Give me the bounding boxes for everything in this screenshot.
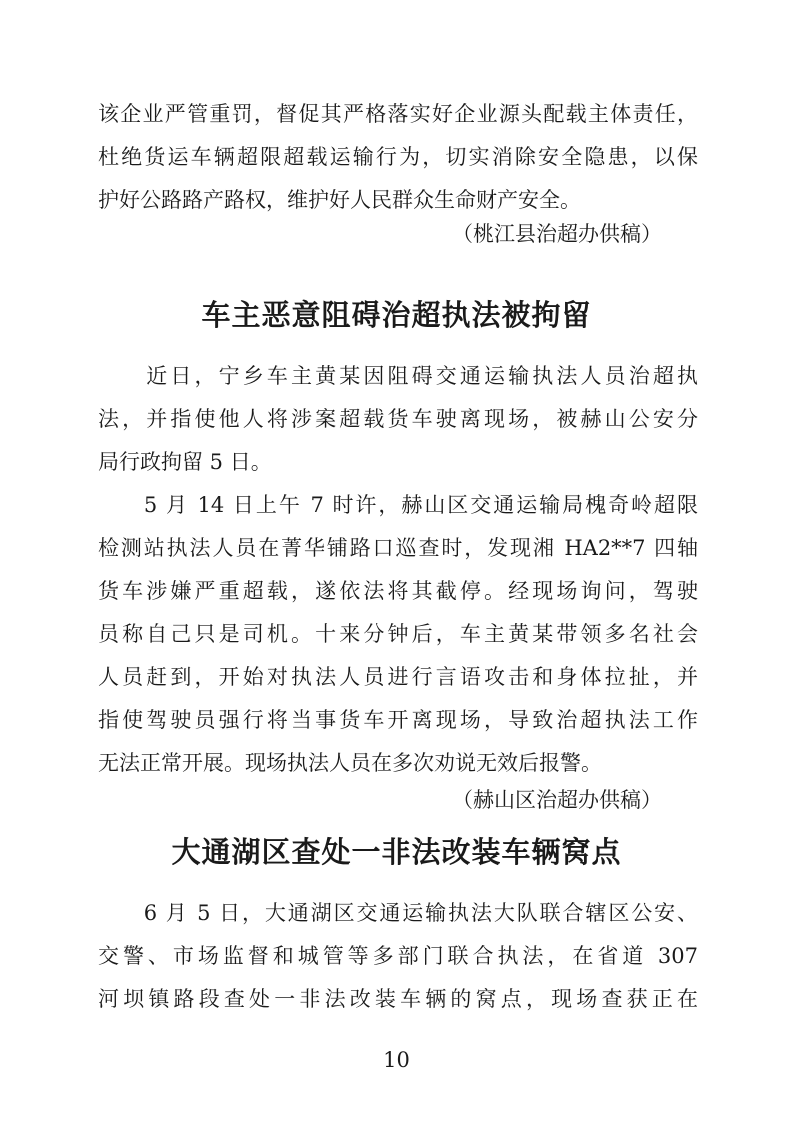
article2-title: 车主恶意阻碍治超执法被拘留 xyxy=(201,298,592,332)
article2-line-7: 员称自己只是司机。十来分钟后，车主黄某带领多名社会 xyxy=(98,622,698,646)
article1-line-2: 杜绝货运车辆超限超载运输行为，切实消除安全隐患，以保 xyxy=(98,145,698,169)
page-number: 10 xyxy=(383,1048,410,1072)
article2-line-6: 货车涉嫌严重超载，遂依法将其截停。经现场询问，驾驶 xyxy=(98,579,698,603)
article1-line-3: 护好公路路产路权，维护好人民群众生命财产安全。 xyxy=(98,188,581,212)
article3-line-3: 河坝镇路段查处一非法改装车辆的窝点，现场查获正在 xyxy=(98,987,698,1011)
article3-title: 大通湖区查处一非法改装车辆窝点 xyxy=(171,835,622,869)
article2-line-10: 无法正常开展。现场执法人员在多次劝说无效后报警。 xyxy=(98,751,602,775)
article1-credit: （桃江县治超办供稿） xyxy=(452,222,662,246)
article2-credit: （赫山区治超办供稿） xyxy=(452,788,662,812)
article2-line-9: 指使驾驶员强行将当事货车开离现场，导致治超执法工作 xyxy=(98,708,698,732)
article2-line-8: 人员赶到，开始对执法人员进行言语攻击和身体拉扯，并 xyxy=(98,665,698,689)
article2-line-4: 5 月 14 日上午 7 时许，赫山区交通运输局槐奇岭超限 xyxy=(98,493,698,517)
article2-line-5: 检测站执法人员在菁华铺路口巡查时，发现湘 HA2**7 四轴 xyxy=(98,536,698,560)
article3-line-2: 交警、市场监督和城管等多部门联合执法，在省道 307 xyxy=(98,944,698,968)
article1-line-1: 该企业严管重罚，督促其严格落实好企业源头配载主体责任， xyxy=(98,102,698,126)
article3-line-1: 6 月 5 日，大通湖区交通运输执法大队联合辖区公安、 xyxy=(98,901,698,925)
article2-line-1: 近日，宁乡车主黄某因阻碍交通运输执法人员治超执 xyxy=(98,364,698,388)
article2-line-3: 局行政拘留 5 日。 xyxy=(98,450,272,474)
article2-line-2: 法，并指使他人将涉案超载货车驶离现场，被赫山公安分 xyxy=(98,407,698,431)
